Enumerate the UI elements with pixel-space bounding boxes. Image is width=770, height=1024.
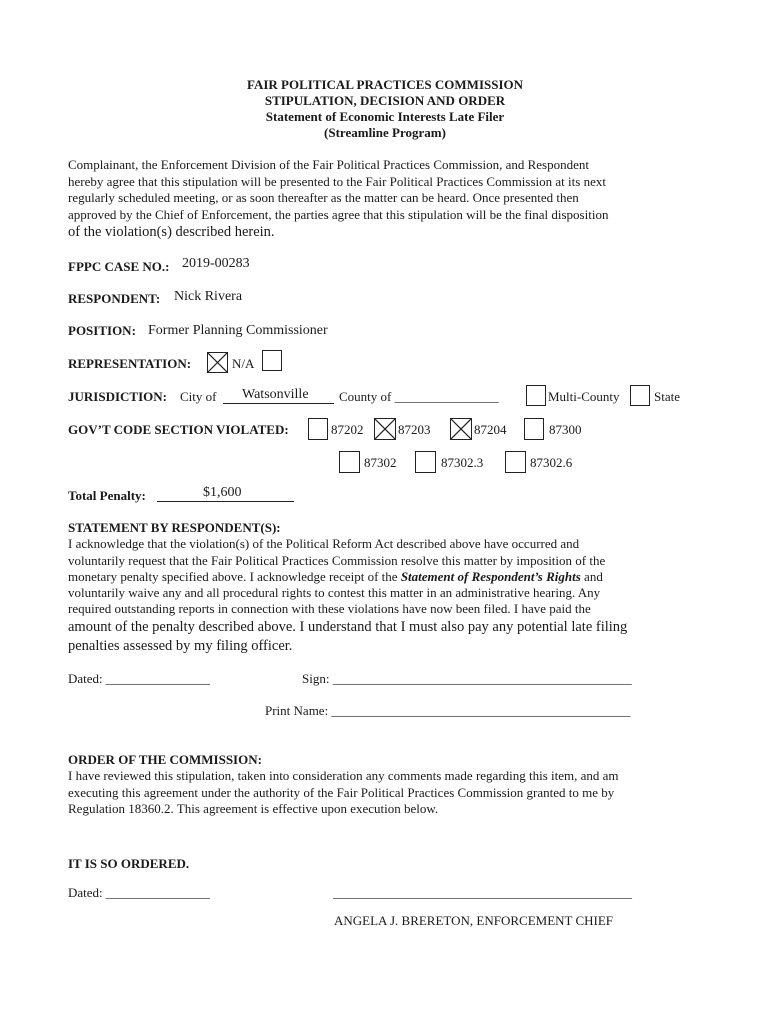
rights-title: Statement of Respondent’s Rights [400, 569, 581, 584]
header-form-name: Statement of Economic Interests Late Filer [265, 109, 505, 124]
x-check-icon [208, 353, 227, 372]
statement-line: penalties assessed by my filing officer. [68, 638, 293, 654]
code-87300-checkbox[interactable] [524, 418, 544, 440]
statement-line: required outstanding reports in connection with these violations have now been filed. I have paid the [68, 601, 591, 616]
intro-line: hereby agree that this stipulation will be presented to the Fair Political Practices Commission at its next [68, 174, 606, 189]
statement-line: amount of the penalty described above. I understand that I must also pay any potential late filing [68, 619, 628, 635]
code-87302-3-checkbox[interactable] [415, 451, 436, 473]
statement-line: voluntarily waive any and all procedural rights to contest this matter in an administrative hearing. Any [68, 585, 601, 600]
order-line: executing this agreement under the authority of the Fair Political Practices Commission granted to me by [68, 785, 615, 800]
multi-county-label: Multi-County [548, 389, 620, 404]
intro-line: regularly scheduled meeting, or as soon thereafter as the matter can be heard. Once presented then [68, 190, 579, 205]
enforcement-chief-name: ANGELA J. BRERETON, ENFORCEMENT CHIEF [334, 913, 614, 928]
case-number-label: FPPC CASE NO.: [68, 259, 170, 274]
statement-heading: STATEMENT BY RESPONDENT(S): [68, 520, 281, 535]
respondent-dated-field[interactable]: Dated: ________________ [68, 671, 210, 686]
case-number-value: 2019-00283 [182, 256, 250, 271]
code-87302-3-label: 87302.3 [441, 455, 484, 470]
code-87302-6-checkbox[interactable] [505, 451, 526, 473]
representation-na-label: N/A [232, 356, 255, 371]
respondent-value: Nick Rivera [174, 289, 243, 304]
code-87204-label: 87204 [474, 422, 507, 437]
code-87302-checkbox[interactable] [339, 451, 360, 473]
code-87302-label: 87302 [364, 455, 397, 470]
jurisdiction-city-prefix: City of [180, 389, 217, 404]
total-penalty-value: $1,600 [203, 485, 242, 500]
respondent-sign-field[interactable]: Sign: ______________________________________________ [302, 671, 632, 686]
statement-line: monetary penalty specified above. I acknowledge receipt of the Statement of Respondent’s Rights and [68, 569, 603, 584]
code-87203-label: 87203 [398, 422, 431, 437]
code-87202-checkbox[interactable] [308, 418, 328, 440]
order-heading: ORDER OF THE COMMISSION: [68, 752, 262, 767]
intro-line: Complainant, the Enforcement Division of the Fair Political Practices Commission, and Respondent [68, 157, 589, 172]
representation-label: REPRESENTATION: [68, 356, 192, 371]
order-line: Regulation 18360.2. This agreement is effective upon execution below. [68, 801, 439, 816]
header-title: FAIR POLITICAL PRACTICES COMMISSION [246, 77, 524, 92]
code-87204-checkbox[interactable] [450, 418, 472, 440]
header-program: (Streamline Program) [324, 125, 446, 140]
intro-line: of the violation(s) described herein. [68, 224, 275, 240]
code-87203-checkbox[interactable] [374, 418, 396, 440]
chief-signature-line[interactable]: ______________________________________________ [333, 885, 632, 900]
x-check-icon [375, 419, 395, 439]
position-value: Former Planning Commissioner [148, 323, 328, 338]
representation-na-checkbox[interactable] [262, 350, 282, 371]
statement-line: voluntarily request that the Fair Political Practices Commission resolve this matter by imposition of the [68, 553, 606, 568]
statement-line: I acknowledge that the violation(s) of the Political Reform Act described above have occurred and [68, 536, 580, 551]
order-line: I have reviewed this stipulation, taken into consideration any comments made regarding this item, and am [68, 768, 619, 783]
jurisdiction-county: County of ________________ [339, 389, 499, 404]
code-87300-label: 87300 [549, 422, 582, 437]
gov-code-label: GOV’T CODE SECTION VIOLATED: [68, 422, 289, 437]
order-dated-field[interactable]: Dated: ________________ [68, 885, 210, 900]
state-label: State [654, 389, 680, 404]
jurisdiction-city-value: Watsonville [242, 387, 309, 402]
code-87202-label: 87202 [331, 422, 364, 437]
jurisdiction-label: JURISDICTION: [68, 389, 167, 404]
header-subtitle: STIPULATION, DECISION AND ORDER [264, 93, 506, 108]
code-87302-6-label: 87302.6 [530, 455, 573, 470]
total-penalty-label: Total Penalty: [68, 488, 146, 503]
respondent-label: RESPONDENT: [68, 291, 161, 306]
x-check-icon [451, 419, 471, 439]
state-checkbox[interactable] [630, 385, 650, 406]
respondent-print-name-field[interactable]: Print Name: ______________________________________________ [265, 703, 631, 718]
multi-county-checkbox[interactable] [526, 385, 546, 406]
it-is-so-ordered: IT IS SO ORDERED. [68, 856, 190, 871]
intro-line: approved by the Chief of Enforcement, the parties agree that this stipulation will be the final disposition [68, 207, 609, 222]
representation-checkbox[interactable] [207, 352, 228, 373]
position-label: POSITION: [68, 323, 136, 338]
